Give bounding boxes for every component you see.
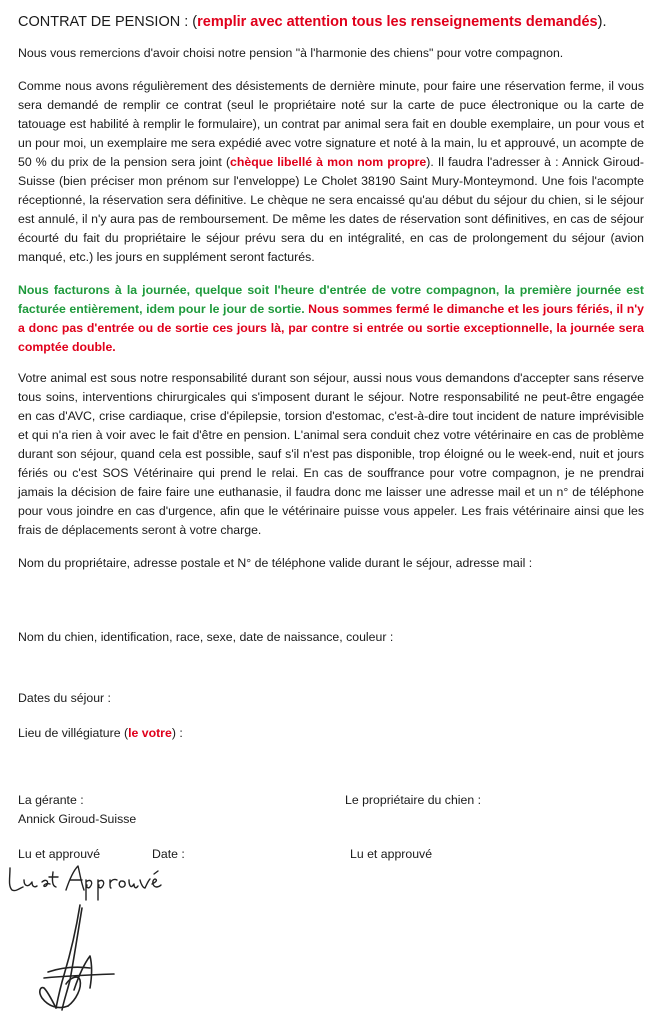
cheque-emphasis: chèque libellé à mon nom propre xyxy=(230,155,427,169)
dog-info-field-label: Nom du chien, identification, race, sexe, date de naissance, couleur : xyxy=(18,630,394,644)
title-suffix: ). xyxy=(597,14,607,30)
signature-labels-row xyxy=(18,791,644,831)
reservation-text-1: Comme nous avons régulièrement des désistements de dernière minute, pour faire une réservation ferme, il vous sera demandé de remplir ce contrat (seul le propriétaire noté sur la carte de puce électronique ou la carte de tatouage est habilité à remplir le formulaire), un contrat par animal sera fait en double exemplaire, un pour vous et un pour moi, un exemplaire me sera expédié avec votre signature et noté à la main, lu et approuvé, un acompte de 50 % du prix de la pension sera joint ( xyxy=(18,79,644,169)
stay-dates-field-label: Dates du séjour : xyxy=(18,691,111,705)
manager-label: La gérante : xyxy=(18,793,84,807)
manager-approval-label: Lu et approuvé xyxy=(18,847,101,861)
billing-policy-green: Nous facturons à la journée, quelque soit l'heure d'entrée de votre compagnon, la première journée est facturée entièrement, idem pour le jour de sortie. xyxy=(18,283,644,316)
responsibility-paragraph: Votre animal est sous notre responsabilité durant son séjour, aussi nous vous demandons d'accepter sans réserve tous soins, interventions chirurgicales qui s'imposent durant le séjour. Notre responsabilité ne peut-être engagée en cas d'AVC, crise cardiaque, crise d'épilepsie, torsion d'estomac, c'est-à-dire tout incident de nature imprévisible et qui n'a rien à voir avec le fait d'être en pension. L'animal sera conduit chez votre vétérinaire en cas de problème durant son séjour, quand cela est possible, sauf s'il n'est pas disponible, trop éloigné ou le week-end, nuit et jours fériés ou c'est SOS Vétérinaire qui prend le relai. En cas de souffrance pour votre compagnon, je ne prendrai jamais la décision de faire faire une euthanasie, il faudra donc me laisser une adresse mail et un n° de téléphone pour vous joindre en cas d'urgence, afin que le vétérinaire puisse vous appeler. Les frais vétérinaire ainsi que les frais de déplacements seront à votre charge. xyxy=(18,371,644,537)
handwritten-signature xyxy=(4,860,164,1020)
owner-info-field-label: Nom du propriétaire, adresse postale et N° de téléphone valide durant le séjour, adresse mail : xyxy=(18,556,533,570)
holiday-location-field-label xyxy=(18,724,644,743)
manager-block xyxy=(18,791,136,829)
owner-approval-label: Lu et approuvé xyxy=(350,847,433,861)
reservation-text-2: ). Il faudra l'adresser à : Annick Giroud-Suisse (bien préciser mon prénom sur l'enveloppe) Le Cholet 38190 Saint Mury-Monteymond. Une fois l'acompte réceptionné, la réservation sera définitive. Le chèque ne sera encaissé qu'au début du séjour du chien, si le séjour est annulé, il n'y aura pas de remboursement. De même les dates de réservation sont définitives, en cas de séjour écourté du fait du propriétaire le séjour prévu sera du en intégralité, en cas de prolongement du séjour (avion manqué, etc.) les jours en supplément seront facturés. xyxy=(18,155,644,264)
contract-document xyxy=(18,12,644,865)
manager-name: Annick Giroud-Suisse xyxy=(18,812,137,826)
lieu-prefix: Lieu de villégiature ( xyxy=(18,726,129,740)
title-emphasis: remplir avec attention tous les renseignements demandés xyxy=(197,14,598,30)
reservation-paragraph xyxy=(18,77,644,267)
contract-title xyxy=(18,12,644,32)
billing-policy-paragraph xyxy=(18,281,644,357)
intro-paragraph: Nous vous remercions d'avoir choisi notre pension "à l'harmonie des chiens" pour votre compagnon. xyxy=(18,46,564,60)
date-label: Date : xyxy=(152,847,185,861)
lieu-emphasis: le votre xyxy=(128,726,172,740)
owner-signature-label: Le propriétaire du chien : xyxy=(345,793,482,807)
title-prefix: CONTRAT DE PENSION : ( xyxy=(18,14,198,30)
lieu-suffix: ) : xyxy=(171,726,183,740)
closing-policy-red: Nous sommes fermé le dimanche et les jours fériés, il n'y a donc pas d'entrée ou de sortie ces jours là, par contre si entrée ou sortie exceptionnelle, la journée sera comptée double. xyxy=(18,302,644,354)
